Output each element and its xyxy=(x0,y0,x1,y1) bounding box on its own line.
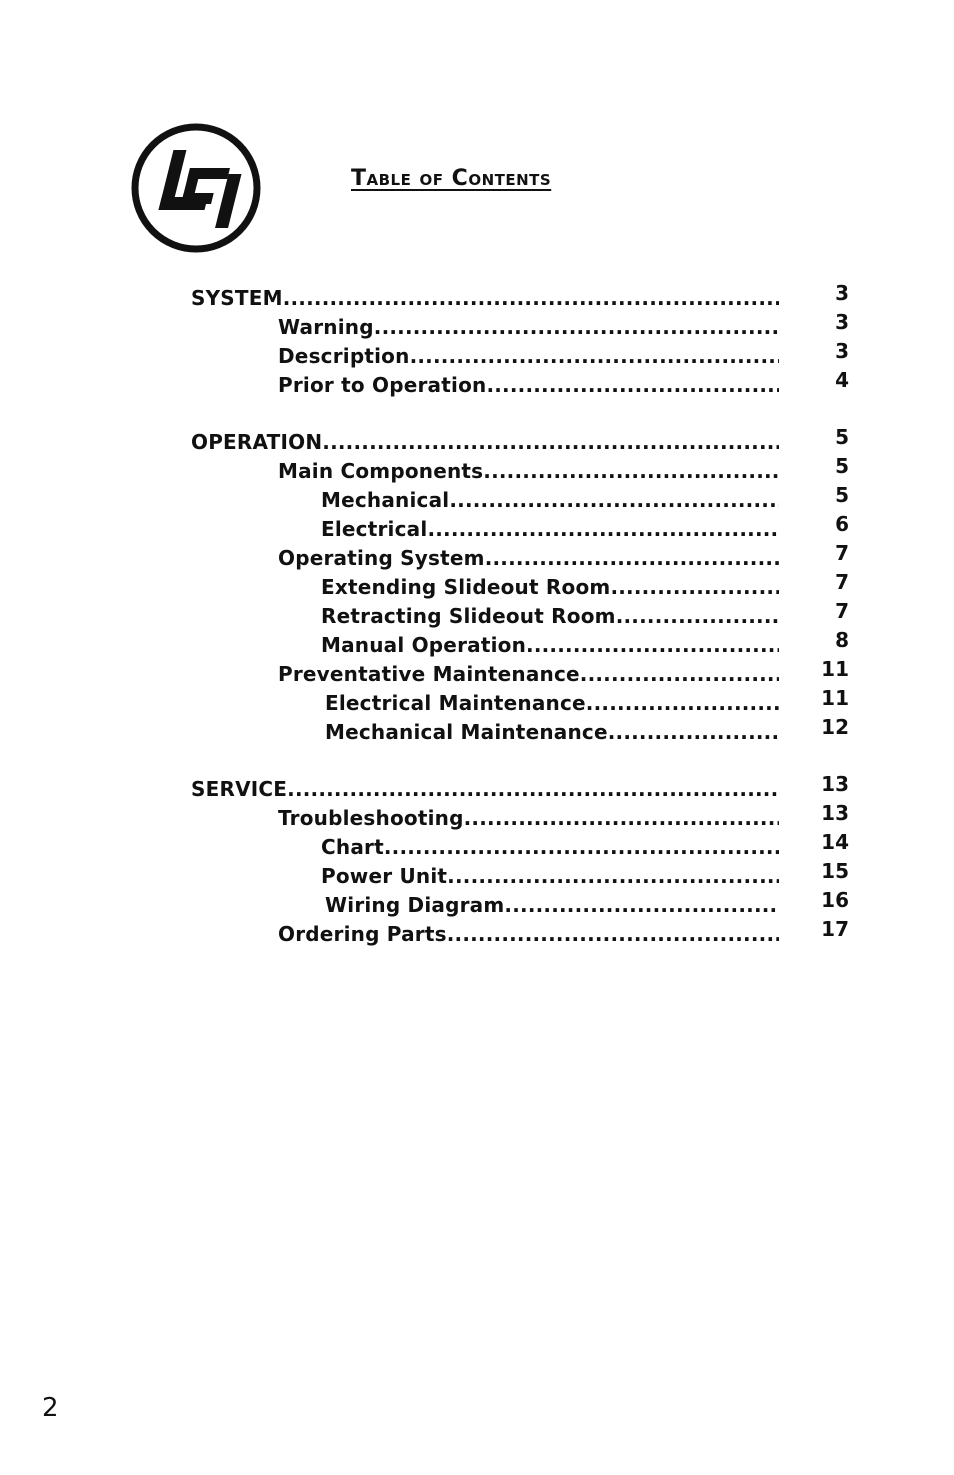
toc-entry-label: Power Unit ..... xyxy=(321,862,779,891)
toc-entry-page: 8 xyxy=(835,628,849,652)
toc-entry-label: Mechanical Maintenance ..... xyxy=(325,718,779,747)
toc-entry-label: Troubleshooting ..... xyxy=(278,804,779,833)
toc-entry-page: 5 xyxy=(835,425,849,449)
toc-entry-page: 3 xyxy=(835,310,849,334)
toc-entry-label: Wiring Diagram ..... xyxy=(325,891,779,920)
toc-entry-label: SYSTEM ..... xyxy=(191,284,779,313)
toc-entry-page: 6 xyxy=(835,512,849,536)
toc-entry-label: Electrical ..... xyxy=(321,515,779,544)
toc-entry-page: 11 xyxy=(821,686,849,710)
toc-entry-page: 15 xyxy=(821,859,849,883)
toc-entry-label: OPERATION ..... xyxy=(191,428,779,457)
toc-entry-page: 7 xyxy=(835,570,849,594)
toc-entry-label: Retracting Slideout Room ..... xyxy=(321,602,779,631)
toc-entry-page: 3 xyxy=(835,281,849,305)
toc-entry-label: Extending Slideout Room ..... xyxy=(321,573,779,602)
toc-entry-page: 7 xyxy=(835,599,849,623)
toc-entry-page: 14 xyxy=(821,830,849,854)
toc-entry-ordering-parts[interactable] xyxy=(0,917,954,949)
toc-entry-prior-to-operation[interactable] xyxy=(0,368,954,400)
toc-entry-page: 16 xyxy=(821,888,849,912)
lci-logo xyxy=(130,122,262,254)
toc-entry-page: 5 xyxy=(835,454,849,478)
page-number: 2 xyxy=(42,1393,59,1423)
toc-entry-page: 3 xyxy=(835,339,849,363)
page-title: Table of Contents xyxy=(351,166,552,191)
toc-entry-label: Chart ..... xyxy=(321,833,779,862)
toc-entry-label: Mechanical ..... xyxy=(321,486,779,515)
toc-entry-mechanical-maintenance[interactable] xyxy=(0,715,954,747)
toc-entry-label: Operating System ..... xyxy=(278,544,779,573)
toc-entry-label: SERVICE ..... xyxy=(191,775,779,804)
table-of-contents xyxy=(0,281,954,949)
toc-entry-page: 13 xyxy=(821,772,849,796)
toc-entry-page: 17 xyxy=(821,917,849,941)
toc-entry-label: Main Components ..... xyxy=(278,457,779,486)
toc-entry-label: Electrical Maintenance ..... xyxy=(325,689,779,718)
toc-entry-label: Ordering Parts ..... xyxy=(278,920,779,949)
toc-entry-label: Preventative Maintenance ..... xyxy=(278,660,779,689)
toc-entry-label: Prior to Operation ..... xyxy=(278,371,779,400)
toc-entry-page: 4 xyxy=(835,368,849,392)
toc-entry-label: Description ..... xyxy=(278,342,779,371)
toc-entry-page: 7 xyxy=(835,541,849,565)
toc-entry-page: 11 xyxy=(821,657,849,681)
toc-entry-page: 5 xyxy=(835,483,849,507)
toc-entry-page: 13 xyxy=(821,801,849,825)
toc-entry-label: Warning ..... xyxy=(278,313,779,342)
toc-entry-label: Manual Operation ..... xyxy=(321,631,779,660)
toc-entry-page: 12 xyxy=(821,715,849,739)
